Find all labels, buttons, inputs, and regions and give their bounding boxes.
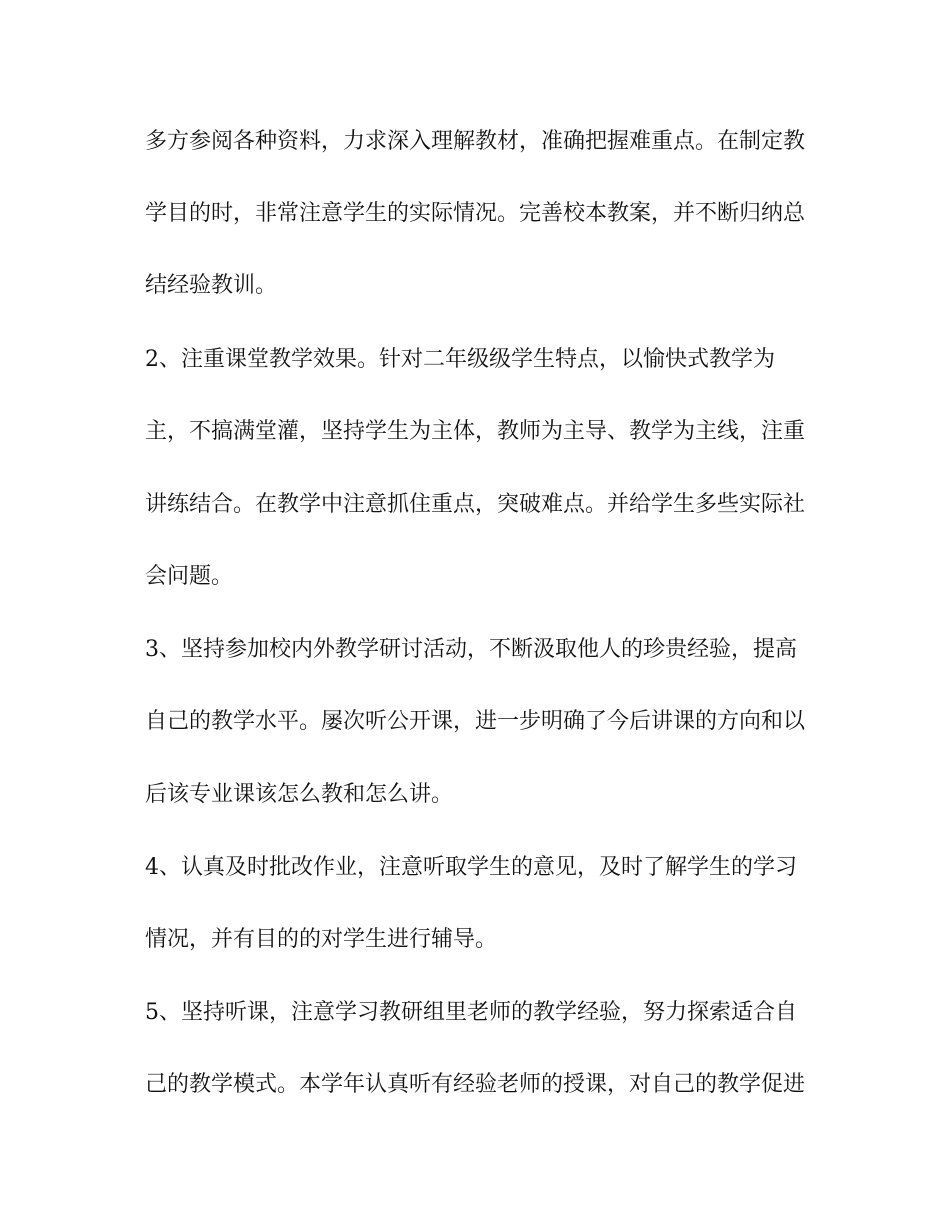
text-line: 3、坚持参加校内外教学研讨活动，不断汲取他人的珍贵经验，提高	[145, 637, 797, 662]
text-line: 主，不搞满堂灌，坚持学生为主体，教师为主导、教学为主线，注重	[145, 419, 806, 444]
text-line: 4、认真及时批改作业，注意听取学生的意见，及时了解学生的学习	[145, 855, 797, 880]
text-line: 己的教学模式。本学年认真听有经验老师的授课，对自己的教学促进	[145, 1072, 806, 1097]
text-line: 5、坚持听课，注意学习教研组里老师的教学经验，努力探索适合自	[145, 1000, 797, 1025]
text-line: 会问题。	[145, 564, 234, 589]
text-line: 多方参阅各种资料，力求深入理解教材，准确把握难重点。在制定教	[145, 129, 806, 154]
text-line: 情况，并有目的的对学生进行辅导。	[145, 927, 498, 952]
text-line: 结经验教训。	[145, 273, 278, 298]
text-line: 2、注重课堂教学效果。针对二年级级学生特点，以愉快式教学为	[145, 347, 775, 372]
text-line: 后该专业课该怎么教和怎么讲。	[145, 782, 454, 807]
text-line: 自己的教学水平。屡次听公开课，进一步明确了今后讲课的方向和以	[145, 709, 806, 734]
text-line: 学目的时，非常注意学生的实际情况。完善校本教案，并不断归纳总	[145, 201, 806, 226]
text-line: 讲练结合。在教学中注意抓住重点，突破难点。并给学生多些实际社	[145, 492, 806, 517]
